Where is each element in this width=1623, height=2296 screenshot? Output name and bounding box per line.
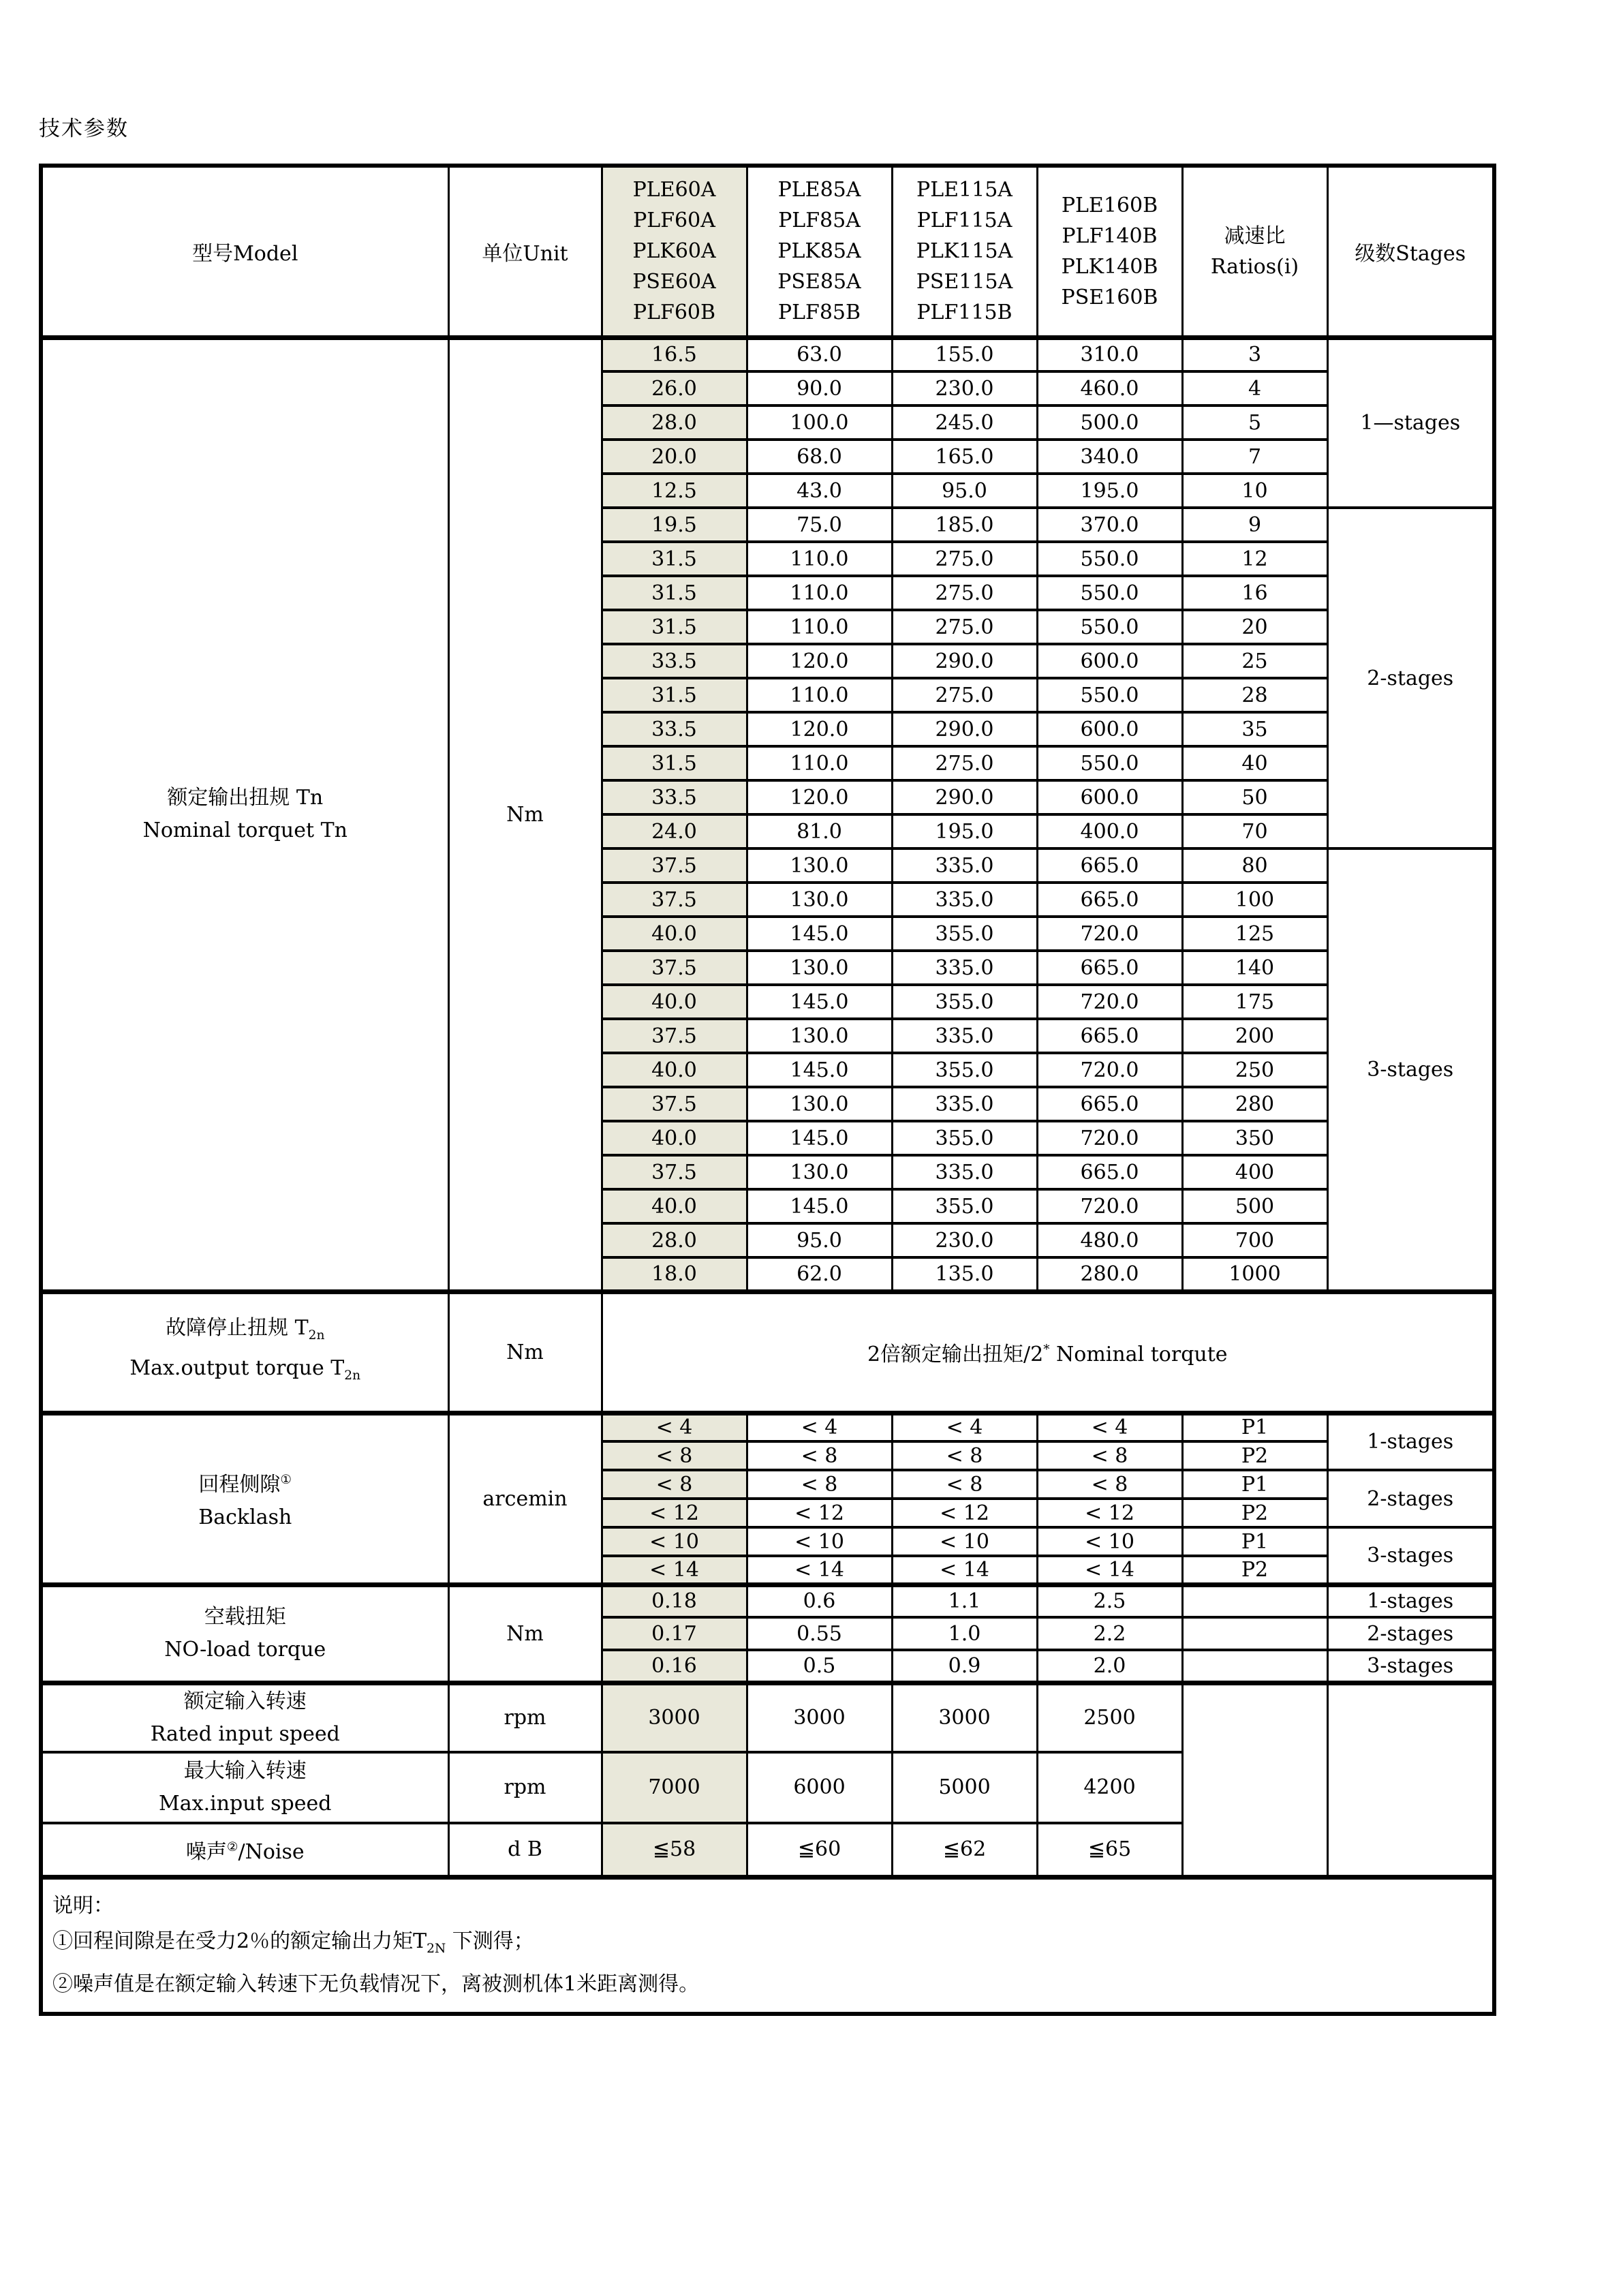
ratio-cell: 100 xyxy=(1182,883,1327,917)
backlash-label-zh: 回程侧隙① xyxy=(198,1472,292,1497)
noise-label: 噪声②/Noise xyxy=(41,1823,448,1878)
speed-cell: 4200 xyxy=(1037,1752,1182,1823)
backlash-cell: < 14 xyxy=(602,1556,747,1585)
torque-cell: 720.0 xyxy=(1037,917,1182,951)
subscript: 2n xyxy=(344,1368,361,1383)
max-output-torque-section xyxy=(41,1291,1494,1413)
torque-cell: 130.0 xyxy=(747,951,892,985)
note-line: 说明： xyxy=(52,1894,114,1918)
model-name: PLF140B xyxy=(1062,224,1158,248)
rated-input-speed-label-en: Rated input speed xyxy=(150,1721,340,1746)
torque-cell: 665.0 xyxy=(1037,951,1182,985)
ratio-cell: P1 xyxy=(1182,1413,1327,1441)
nominal-torque-section xyxy=(41,337,1494,1291)
noload-cell: 0.18 xyxy=(602,1585,747,1617)
torque-cell: 81.0 xyxy=(747,814,892,848)
torque-cell: 40.0 xyxy=(602,1121,747,1155)
torque-cell: 665.0 xyxy=(1037,1155,1182,1189)
torque-cell: 665.0 xyxy=(1037,1019,1182,1053)
torque-cell: 130.0 xyxy=(747,848,892,883)
torque-cell: 165.0 xyxy=(892,440,1037,474)
rated-input-speed-label-zh: 额定输入转速 xyxy=(183,1689,307,1713)
torque-cell: 33.5 xyxy=(602,644,747,678)
model-name: PSE115A xyxy=(916,270,1013,294)
empty-ratio-cell xyxy=(1182,1683,1327,1878)
stage-label: 1-stages xyxy=(1327,1585,1494,1617)
torque-cell: 63.0 xyxy=(747,337,892,371)
backlash-label-en: Backlash xyxy=(198,1505,292,1529)
torque-cell: 110.0 xyxy=(747,678,892,712)
backlash-cell: < 8 xyxy=(892,1470,1037,1499)
notes xyxy=(41,1878,1494,2014)
superscript: ② xyxy=(226,1839,238,1854)
max-output-torque-label xyxy=(41,1291,448,1413)
noise-cell: ≦65 xyxy=(1037,1823,1182,1878)
note-line: ②噪声值是在额定输入转速下无负载情况下，离被测机体1米距离测得。 xyxy=(52,1972,700,1997)
torque-cell: 31.5 xyxy=(602,576,747,610)
max-output-torque-label-en: Max.output torque $T_{2n}$ xyxy=(129,1356,361,1383)
torque-cell: 37.5 xyxy=(602,1087,747,1121)
torque-cell: 100.0 xyxy=(747,405,892,440)
unit-cell: Nm xyxy=(448,337,602,1291)
ratio-cell: 10 xyxy=(1182,474,1327,508)
noload-cell: 0.6 xyxy=(747,1585,892,1617)
torque-cell: 665.0 xyxy=(1037,848,1182,883)
torque-cell: 145.0 xyxy=(747,917,892,951)
torque-cell: 135.0 xyxy=(892,1257,1037,1291)
torque-cell: 275.0 xyxy=(892,746,1037,780)
superscript: ① xyxy=(280,1472,292,1487)
model-name: PLF115A xyxy=(916,209,1013,233)
ratio-cell: 70 xyxy=(1182,814,1327,848)
backlash-cell: < 12 xyxy=(747,1499,892,1527)
noload-torque-label-en: NO-load torque xyxy=(164,1638,326,1662)
backlash-cell: < 8 xyxy=(602,1470,747,1499)
nominal-torque-label xyxy=(41,337,448,1291)
unit-cell: rpm xyxy=(448,1683,602,1752)
torque-cell: 16.5 xyxy=(602,337,747,371)
torque-cell: 290.0 xyxy=(892,780,1037,814)
torque-cell: 355.0 xyxy=(892,985,1037,1019)
ratio-cell: 400 xyxy=(1182,1155,1327,1189)
noload-cell: 0.16 xyxy=(602,1650,747,1683)
torque-cell: 31.5 xyxy=(602,746,747,780)
torque-cell: 460.0 xyxy=(1037,371,1182,405)
speed-cell: 6000 xyxy=(747,1752,892,1823)
model-name: PSE160B xyxy=(1061,285,1158,309)
empty-ratio-cell xyxy=(1182,1585,1327,1617)
noload-cell: 0.55 xyxy=(747,1617,892,1650)
torque-cell: 275.0 xyxy=(892,678,1037,712)
table-row xyxy=(41,1683,1494,1752)
header-section xyxy=(41,166,1494,337)
torque-cell: 37.5 xyxy=(602,951,747,985)
torque-cell: 600.0 xyxy=(1037,780,1182,814)
torque-cell: 355.0 xyxy=(892,1121,1037,1155)
backlash-cell: < 8 xyxy=(747,1441,892,1470)
torque-cell: 110.0 xyxy=(747,746,892,780)
ratio-cell: 9 xyxy=(1182,508,1327,542)
header-model-col-160 xyxy=(1037,166,1182,337)
torque-cell: 720.0 xyxy=(1037,1189,1182,1223)
ratio-cell: 35 xyxy=(1182,712,1327,746)
nominal-torque-label-en: Nominal torquet Tn xyxy=(142,818,347,842)
torque-cell: 290.0 xyxy=(892,712,1037,746)
torque-cell: 68.0 xyxy=(747,440,892,474)
torque-cell: 120.0 xyxy=(747,780,892,814)
torque-cell: 33.5 xyxy=(602,712,747,746)
ratio-cell: 12 xyxy=(1182,542,1327,576)
ratio-cell: P2 xyxy=(1182,1556,1327,1585)
torque-cell: 145.0 xyxy=(747,1053,892,1087)
torque-cell: 31.5 xyxy=(602,542,747,576)
model-name: PLF85A xyxy=(778,209,861,233)
backlash-cell: < 10 xyxy=(747,1527,892,1556)
ratio-cell: 25 xyxy=(1182,644,1327,678)
model-name: PLK60A xyxy=(632,239,716,264)
torque-cell: 550.0 xyxy=(1037,576,1182,610)
backlash-section xyxy=(41,1413,1494,1585)
torque-cell: 120.0 xyxy=(747,712,892,746)
max-input-speed-label-en: Max.input speed xyxy=(159,1791,332,1816)
torque-cell: 335.0 xyxy=(892,1155,1037,1189)
table-row xyxy=(41,1878,1494,2014)
ratio-cell: 140 xyxy=(1182,951,1327,985)
ratio-cell: 80 xyxy=(1182,848,1327,883)
torque-cell: 145.0 xyxy=(747,1121,892,1155)
backlash-cell: < 14 xyxy=(747,1556,892,1585)
torque-cell: 145.0 xyxy=(747,985,892,1019)
torque-cell: 275.0 xyxy=(892,610,1037,644)
noise-cell: ≦60 xyxy=(747,1823,892,1878)
torque-cell: 600.0 xyxy=(1037,712,1182,746)
backlash-cell: < 8 xyxy=(892,1441,1037,1470)
speed-noise-section xyxy=(41,1683,1494,1878)
torque-cell: 230.0 xyxy=(892,1223,1037,1257)
backlash-cell: < 4 xyxy=(1037,1413,1182,1441)
model-name: PLF60B xyxy=(632,301,716,325)
model-name: PLF60A xyxy=(633,209,715,233)
noload-torque-section xyxy=(41,1585,1494,1683)
torque-cell: 275.0 xyxy=(892,542,1037,576)
speed-cell: 3000 xyxy=(602,1683,747,1752)
backlash-cell: < 8 xyxy=(1037,1470,1182,1499)
ratio-cell: 40 xyxy=(1182,746,1327,780)
torque-cell: 145.0 xyxy=(747,1189,892,1223)
max-input-speed-label-zh: 最大输入转速 xyxy=(183,1758,307,1783)
backlash-label xyxy=(41,1413,448,1585)
torque-cell: 720.0 xyxy=(1037,1121,1182,1155)
torque-cell: 355.0 xyxy=(892,1189,1037,1223)
speed-cell: 3000 xyxy=(747,1683,892,1752)
noload-cell: 2.2 xyxy=(1037,1617,1182,1650)
backlash-cell: < 12 xyxy=(892,1499,1037,1527)
torque-cell: 37.5 xyxy=(602,883,747,917)
backlash-cell: < 10 xyxy=(1037,1527,1182,1556)
stage-label: 3-stages xyxy=(1327,1527,1494,1585)
ratio-cell: 175 xyxy=(1182,985,1327,1019)
torque-cell: 355.0 xyxy=(892,917,1037,951)
torque-cell: 20.0 xyxy=(602,440,747,474)
torque-cell: 31.5 xyxy=(602,678,747,712)
speed-cell: 2500 xyxy=(1037,1683,1182,1752)
torque-cell: 370.0 xyxy=(1037,508,1182,542)
ratio-cell: 700 xyxy=(1182,1223,1327,1257)
torque-cell: 280.0 xyxy=(1037,1257,1182,1291)
stage-label: 3-stages xyxy=(1327,1650,1494,1683)
noload-cell: 1.0 xyxy=(892,1617,1037,1650)
empty-stage-cell xyxy=(1327,1683,1494,1878)
torque-cell: 33.5 xyxy=(602,780,747,814)
max-output-torque-label-zh: 故障停止扭规 $T_{2n}$ xyxy=(166,1316,325,1343)
superscript: * xyxy=(1043,1343,1050,1357)
ratio-cell: P2 xyxy=(1182,1441,1327,1470)
torque-cell: 40.0 xyxy=(602,917,747,951)
model-name: PLE160B xyxy=(1061,193,1158,217)
model-name: PLK115A xyxy=(916,239,1013,264)
noload-torque-label-zh: 空载扭矩 xyxy=(204,1605,286,1629)
unit-cell: rpm xyxy=(448,1752,602,1823)
unit-cell: d B xyxy=(448,1823,602,1878)
noload-cell: 2.5 xyxy=(1037,1585,1182,1617)
torque-cell: 335.0 xyxy=(892,883,1037,917)
backlash-cell: < 8 xyxy=(747,1470,892,1499)
stage-label: 1-stages xyxy=(1327,1413,1494,1470)
torque-cell: 37.5 xyxy=(602,1019,747,1053)
spec-table xyxy=(39,164,1496,2016)
ratio-cell: P2 xyxy=(1182,1499,1327,1527)
torque-cell: 110.0 xyxy=(747,610,892,644)
notes-section xyxy=(41,1878,1494,2014)
backlash-cell: < 4 xyxy=(892,1413,1037,1441)
ratio-cell: 4 xyxy=(1182,371,1327,405)
torque-cell: 355.0 xyxy=(892,1053,1037,1087)
unit-cell: Nm xyxy=(448,1585,602,1683)
subscript: 2N xyxy=(427,1942,446,1957)
torque-cell: 40.0 xyxy=(602,985,747,1019)
torque-cell: 550.0 xyxy=(1037,610,1182,644)
backlash-cell: < 10 xyxy=(892,1527,1037,1556)
torque-cell: 26.0 xyxy=(602,371,747,405)
stage-label: 1—stages xyxy=(1327,337,1494,508)
torque-cell: 195.0 xyxy=(892,814,1037,848)
torque-cell: 195.0 xyxy=(1037,474,1182,508)
backlash-cell: < 8 xyxy=(602,1441,747,1470)
backlash-cell: < 4 xyxy=(747,1413,892,1441)
nominal-torque-label-zh: 额定输出扭规 Tn xyxy=(167,786,324,810)
empty-ratio-cell xyxy=(1182,1650,1327,1683)
header-ratios-label xyxy=(1182,166,1327,337)
unit-cell: Nm xyxy=(448,1291,602,1413)
ratio-cell: 1000 xyxy=(1182,1257,1327,1291)
torque-cell: 400.0 xyxy=(1037,814,1182,848)
spec-table-container xyxy=(39,164,1496,2016)
backlash-cell: < 12 xyxy=(602,1499,747,1527)
torque-cell: 230.0 xyxy=(892,371,1037,405)
torque-cell: 335.0 xyxy=(892,1087,1037,1121)
torque-cell: 245.0 xyxy=(892,405,1037,440)
model-name: PSE85A xyxy=(777,270,861,294)
torque-cell: 550.0 xyxy=(1037,678,1182,712)
header-stages-label: 级数Stages xyxy=(1327,166,1494,337)
torque-cell: 28.0 xyxy=(602,1223,747,1257)
ratio-cell: 28 xyxy=(1182,678,1327,712)
rated-input-speed-label xyxy=(41,1683,448,1752)
torque-cell: 130.0 xyxy=(747,883,892,917)
torque-cell: 290.0 xyxy=(892,644,1037,678)
header-model-col-115 xyxy=(892,166,1037,337)
torque-cell: 275.0 xyxy=(892,576,1037,610)
stage-label: 3-stages xyxy=(1327,848,1494,1291)
model-name: PSE60A xyxy=(632,270,716,294)
page-title: 技术参数 xyxy=(39,117,129,141)
torque-cell: 62.0 xyxy=(747,1257,892,1291)
torque-cell: 600.0 xyxy=(1037,644,1182,678)
model-name: PLE60A xyxy=(632,178,716,202)
torque-cell: 335.0 xyxy=(892,848,1037,883)
speed-cell: 7000 xyxy=(602,1752,747,1823)
torque-cell: 43.0 xyxy=(747,474,892,508)
table-row xyxy=(41,1413,1494,1441)
torque-cell: 310.0 xyxy=(1037,337,1182,371)
torque-cell: 130.0 xyxy=(747,1019,892,1053)
model-name: PLK85A xyxy=(777,239,861,264)
torque-cell: 28.0 xyxy=(602,405,747,440)
torque-cell: 340.0 xyxy=(1037,440,1182,474)
noise-cell: ≦58 xyxy=(602,1823,747,1878)
torque-cell: 18.0 xyxy=(602,1257,747,1291)
ratio-cell: 250 xyxy=(1182,1053,1327,1087)
torque-cell: 90.0 xyxy=(747,371,892,405)
ratio-cell: P1 xyxy=(1182,1527,1327,1556)
noload-cell: 0.9 xyxy=(892,1650,1037,1683)
torque-cell: 720.0 xyxy=(1037,985,1182,1019)
torque-cell: 155.0 xyxy=(892,337,1037,371)
header-model-col-85 xyxy=(747,166,892,337)
model-name: PLE85A xyxy=(777,178,861,202)
table-row xyxy=(41,337,1494,371)
torque-cell: 19.5 xyxy=(602,508,747,542)
ratio-cell: 7 xyxy=(1182,440,1327,474)
speed-cell: 3000 xyxy=(892,1683,1037,1752)
header-model-col-60 xyxy=(602,166,747,337)
torque-cell: 24.0 xyxy=(602,814,747,848)
ratio-cell: 500 xyxy=(1182,1189,1327,1223)
torque-cell: 40.0 xyxy=(602,1053,747,1087)
torque-cell: 40.0 xyxy=(602,1189,747,1223)
torque-cell: 335.0 xyxy=(892,951,1037,985)
torque-cell: 95.0 xyxy=(892,474,1037,508)
torque-cell: 665.0 xyxy=(1037,883,1182,917)
backlash-cell: < 8 xyxy=(1037,1441,1182,1470)
ratio-cell: 16 xyxy=(1182,576,1327,610)
unit-cell: arcemin xyxy=(448,1413,602,1585)
header-row xyxy=(41,166,1494,337)
header-model-label: 型号Model xyxy=(41,166,448,337)
ratio-cell: 200 xyxy=(1182,1019,1327,1053)
torque-cell: 720.0 xyxy=(1037,1053,1182,1087)
ratio-cell: 20 xyxy=(1182,610,1327,644)
backlash-cell: < 12 xyxy=(1037,1499,1182,1527)
torque-cell: 665.0 xyxy=(1037,1087,1182,1121)
noload-torque-label xyxy=(41,1585,448,1683)
torque-cell: 130.0 xyxy=(747,1155,892,1189)
noload-cell: 0.17 xyxy=(602,1617,747,1650)
ratio-cell: 5 xyxy=(1182,405,1327,440)
torque-cell: 500.0 xyxy=(1037,405,1182,440)
torque-cell: 110.0 xyxy=(747,576,892,610)
torque-cell: 120.0 xyxy=(747,644,892,678)
model-name: PLK140B xyxy=(1061,254,1158,279)
model-name: PLF85B xyxy=(777,301,861,325)
ratio-cell: 3 xyxy=(1182,337,1327,371)
backlash-cell: < 10 xyxy=(602,1527,747,1556)
ratio-cell: 125 xyxy=(1182,917,1327,951)
subscript: 2n xyxy=(308,1328,325,1343)
table-row xyxy=(41,1585,1494,1617)
noise-cell: ≦62 xyxy=(892,1823,1037,1878)
ratio-cell: P1 xyxy=(1182,1470,1327,1499)
note-line: ①回程间隙是在受力2％的额定输出力矩$T_{2N}$ 下测得； xyxy=(52,1929,534,1957)
stage-label: 2-stages xyxy=(1327,1617,1494,1650)
torque-cell: 185.0 xyxy=(892,508,1037,542)
ratio-cell: 280 xyxy=(1182,1087,1327,1121)
model-name: PLF115B xyxy=(916,301,1013,325)
ratio-cell: 50 xyxy=(1182,780,1327,814)
stage-label: 2-stages xyxy=(1327,1470,1494,1527)
ratio-cell: 350 xyxy=(1182,1121,1327,1155)
torque-cell: 335.0 xyxy=(892,1019,1037,1053)
torque-cell: 12.5 xyxy=(602,474,747,508)
table-row xyxy=(41,1291,1494,1413)
torque-cell: 37.5 xyxy=(602,1155,747,1189)
torque-cell: 95.0 xyxy=(747,1223,892,1257)
torque-cell: 75.0 xyxy=(747,508,892,542)
noload-cell: 2.0 xyxy=(1037,1650,1182,1683)
torque-cell: 110.0 xyxy=(747,542,892,576)
noload-cell: 0.5 xyxy=(747,1650,892,1683)
ratios-label-en: Ratios(i) xyxy=(1210,254,1299,279)
backlash-cell: < 4 xyxy=(602,1413,747,1441)
speed-cell: 5000 xyxy=(892,1752,1037,1823)
ratios-label-zh: 减速比 xyxy=(1224,224,1286,248)
max-input-speed-label xyxy=(41,1752,448,1823)
torque-cell: 31.5 xyxy=(602,610,747,644)
max-output-torque-value: 2倍额定输出扭矩/2* Nominal torqute xyxy=(602,1291,1494,1413)
model-name: PLE115A xyxy=(916,178,1013,202)
torque-cell: 130.0 xyxy=(747,1087,892,1121)
empty-ratio-cell xyxy=(1182,1617,1327,1650)
stage-label: 2-stages xyxy=(1327,508,1494,848)
torque-cell: 550.0 xyxy=(1037,746,1182,780)
torque-cell: 480.0 xyxy=(1037,1223,1182,1257)
torque-cell: 37.5 xyxy=(602,848,747,883)
torque-cell: 550.0 xyxy=(1037,542,1182,576)
header-unit-label: 单位Unit xyxy=(448,166,602,337)
backlash-cell: < 14 xyxy=(892,1556,1037,1585)
backlash-cell: < 14 xyxy=(1037,1556,1182,1585)
noload-cell: 1.1 xyxy=(892,1585,1037,1617)
